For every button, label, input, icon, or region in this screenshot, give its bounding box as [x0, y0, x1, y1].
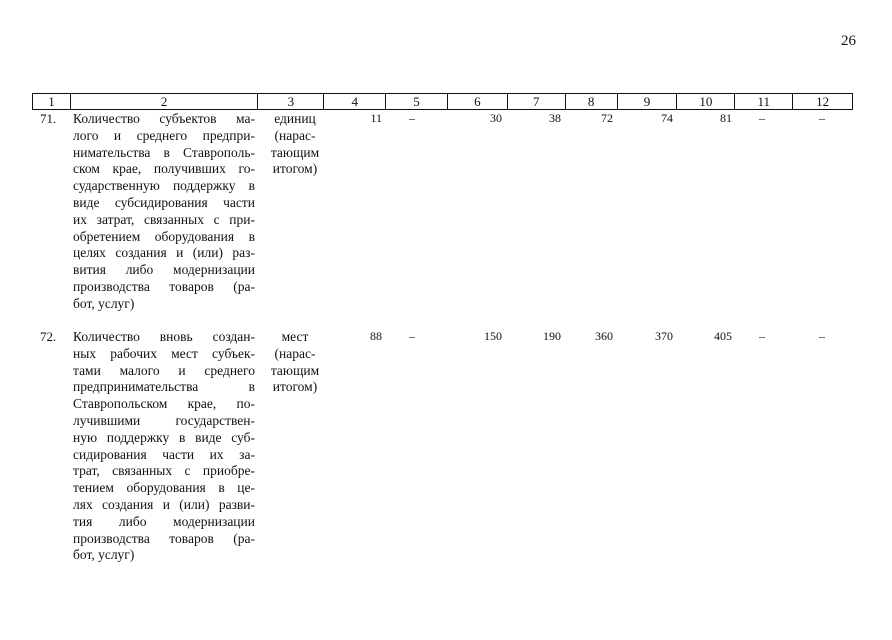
description-line: целях создания и (или) раз-: [73, 245, 255, 261]
value-col-12: –: [819, 111, 825, 125]
table-header-row: [32, 93, 853, 110]
description-line: ную поддержку в виде суб-: [73, 429, 255, 445]
value-col-11: –: [759, 329, 765, 343]
description-line: Количество субъектов ма-: [73, 111, 255, 126]
value-col-9: 74: [661, 111, 673, 125]
header-col-2: 2: [71, 94, 259, 109]
header-col-3: 3: [258, 94, 324, 109]
header-col-8: 8: [566, 94, 618, 109]
description-line: сударственную поддержку в: [73, 178, 255, 194]
description-line: лучившими государствен-: [73, 412, 255, 428]
unit-line: (нарас-: [274, 345, 316, 361]
value-col-7: 190: [543, 329, 561, 343]
value-col-10: 405: [714, 329, 732, 343]
description-line: лого и среднего предпри-: [73, 127, 255, 143]
description-line: тами малого и среднего: [73, 362, 255, 378]
value-col-8: 72: [601, 111, 613, 125]
row-description: [73, 111, 255, 313]
value-col-12: –: [819, 329, 825, 343]
row-number: 72.: [40, 329, 57, 344]
header-col-6: 6: [448, 94, 508, 109]
header-col-7: 7: [508, 94, 566, 109]
value-col-5: –: [409, 111, 415, 125]
description-line: сидирования части их за-: [73, 446, 255, 462]
description-line: тением оборудования в це-: [73, 480, 255, 496]
description-line: Количество вновь создан-: [73, 329, 255, 344]
description-line: нимательства в Ставрополь-: [73, 144, 255, 160]
value-col-5: –: [409, 329, 415, 343]
unit-line: единиц: [274, 111, 316, 126]
description-line: вития либо модернизации: [73, 262, 255, 278]
description-line: тия либо модернизации: [73, 513, 255, 529]
unit-line: мест: [281, 329, 309, 344]
header-col-1: 1: [33, 94, 71, 109]
value-col-4: 11: [370, 111, 382, 125]
row-number: 71.: [40, 111, 57, 126]
unit-line: тающим: [270, 362, 320, 378]
unit-line: итогом): [272, 161, 318, 177]
description-line: бот, услуг): [73, 295, 135, 311]
row-description: [73, 329, 255, 564]
value-col-7: 38: [549, 111, 561, 125]
description-line: виде субсидирования части: [73, 194, 255, 210]
value-col-10: 81: [720, 111, 732, 125]
value-col-11: –: [759, 111, 765, 125]
value-col-6: 150: [484, 329, 502, 343]
page-number: 26: [841, 33, 856, 49]
unit-line: тающим: [270, 144, 320, 160]
value-col-4: 88: [370, 329, 382, 343]
description-line: их затрат, связанных с при-: [73, 211, 255, 227]
description-line: ском крае, получивших го-: [73, 161, 255, 177]
description-line: Ставропольском крае, по-: [73, 396, 255, 412]
value-col-9: 370: [655, 329, 673, 343]
description-line: предпринимательства в: [73, 379, 255, 395]
description-line: производства товаров (ра-: [73, 278, 255, 294]
description-line: лях создания и (или) разви-: [73, 496, 255, 512]
header-col-5: 5: [386, 94, 448, 109]
header-col-11: 11: [735, 94, 793, 109]
value-col-6: 30: [490, 111, 502, 125]
header-col-9: 9: [618, 94, 678, 109]
header-col-4: 4: [324, 94, 386, 109]
header-col-10: 10: [677, 94, 735, 109]
row-unit: [262, 111, 328, 178]
description-line: ных рабочих мест субъек-: [73, 345, 255, 361]
row-unit: [262, 329, 328, 396]
unit-line: итогом): [272, 379, 318, 395]
header-col-12: 12: [816, 94, 830, 109]
unit-line: (нарас-: [274, 127, 316, 143]
description-line: трат, связанных с приобре-: [73, 463, 255, 479]
description-line: бот, услуг): [73, 547, 135, 563]
description-line: производства товаров (ра-: [73, 530, 255, 546]
description-line: обретением оборудования в: [73, 228, 255, 244]
value-col-8: 360: [595, 329, 613, 343]
